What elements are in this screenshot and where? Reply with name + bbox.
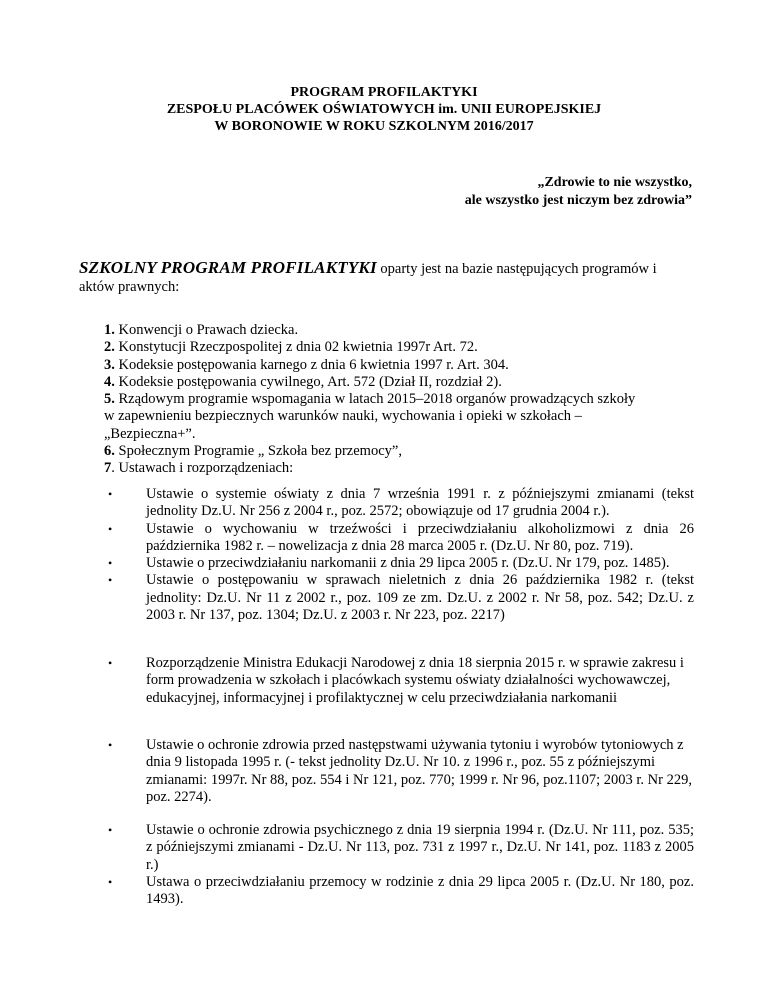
bullet-text: Ustawa o przeciwdziałaniu przemocy w rodzinie z dnia 29 lipca 2005 r. (Dz.U. Nr 180, poz. 1493). <box>146 873 694 908</box>
bullet-list <box>104 655 694 707</box>
bullet-item <box>104 655 694 707</box>
intro-text-2: aktów prawnych: <box>79 279 180 295</box>
motto-line-2: ale wszystko jest niczym bez zdrowia” <box>464 193 692 208</box>
numbered-item <box>104 374 694 391</box>
item-text: Konwencji o Prawach dziecka. <box>114 322 299 338</box>
bullet-icon: • <box>108 573 113 588</box>
item-number: 7 <box>104 460 112 477</box>
bullet-item <box>104 874 694 909</box>
bullet-text: Ustawie o ochronie zdrowia psychicznego z dnia 19 sierpnia 1994 r. (Dz.U. Nr 111, poz. 535; z późniejszymi zmianami - Dz.U. Nr 113, poz. 731 z 1997 r., Dz.U. Nr 141, poz. 1183 z 2005 r.) <box>146 822 694 873</box>
numbered-item <box>104 426 694 443</box>
item-number: 1. <box>104 322 115 338</box>
numbered-item <box>104 408 694 425</box>
item-text: „Bezpieczna+”. <box>104 425 196 442</box>
bullet-list <box>104 486 694 624</box>
bullet-text: Ustawie o ochronie zdrowia przed następstwami używania tytoniu i wyrobów tytoniowych z dnia 9 listopada 1995 r. (- tekst jednolity Dz.U. Nr 10. z 1996 r., poz. 55 z późniejszymi zmianami: 1997r. Nr 88, poz. 554 i Nr 121, poz. 770; 1999 r. Nr 96, poz.1107; 2003 r. Nr 229, poz. 2274). <box>146 737 692 805</box>
bullet-list <box>104 822 694 908</box>
bullet-text: Ustawie o systemie oświaty z dnia 7 września 1991 r. z późniejszymi zmianami (tekst jednolity Dz.U. Nr 256 z 2004 r., poz. 2572; obowiązuje od 17 grudnia 2004 r.). <box>146 486 694 520</box>
document-title-line-1: PROGRAM PROFILAKTYKI <box>290 85 478 100</box>
bullet-icon: • <box>108 823 113 837</box>
bullet-icon: • <box>108 556 113 571</box>
bullet-item <box>104 555 694 572</box>
item-number: 4. <box>104 373 115 390</box>
numbered-list <box>104 322 694 478</box>
bullet-icon: • <box>108 656 113 670</box>
item-text: Rządowym programie wspomagania w latach 2015–2018 organów prowadzących szkoły <box>114 391 636 408</box>
numbered-item <box>104 460 694 477</box>
item-number: 5. <box>104 391 115 408</box>
bullet-icon: • <box>108 874 113 889</box>
document-title-line-3: W BORONOWIE W ROKU SZKOLNYM 2016/2017 <box>214 119 534 134</box>
item-text: Konstytucji Rzeczpospolitej z dnia 02 kwietnia 1997r Art. 72. <box>114 339 478 356</box>
intro-paragraph <box>79 259 694 296</box>
item-text: w zapewnieniu bezpiecznych warunków nauki, wychowania i opieki w szkołach – <box>104 408 582 425</box>
numbered-item <box>104 443 694 460</box>
bullet-text: Ustawie o przeciwdziałaniu narkomanii z dnia 29 lipca 2005 r. (Dz.U. Nr 179, poz. 1485). <box>146 555 670 572</box>
item-text: Społecznym Programie „ Szkoła bez przemocy”, <box>114 443 402 460</box>
program-heading: SZKOLNY PROGRAM PROFILAKTYKI <box>79 258 377 277</box>
motto-line-1: „Zdrowie to nie wszystko, <box>537 175 692 190</box>
item-number: 3. <box>104 356 115 373</box>
numbered-item <box>104 322 694 339</box>
bullet-item <box>104 486 694 521</box>
item-text: . Ustawach i rozporządzeniach: <box>111 460 294 477</box>
bullet-text: Ustawie o wychowaniu w trzeźwości i przeciwdziałaniu alkoholizmowi z dnia 26 października 1982 r. – nowelizacja z dnia 28 marca 2005 r. (Dz.U. Nr 80, poz. 719). <box>146 520 694 554</box>
bullet-list <box>104 737 694 806</box>
bullet-icon: • <box>108 521 113 536</box>
item-number: 6. <box>104 443 115 460</box>
item-number: 2. <box>104 339 115 356</box>
numbered-item <box>104 357 694 374</box>
bullet-icon: • <box>108 738 113 752</box>
document-title-line-2: ZESPOŁU PLACÓWEK OŚWIATOWYCH im. UNII EUROPEJSKIEJ <box>166 102 602 117</box>
numbered-item <box>104 391 694 408</box>
intro-text-1: oparty jest na bazie następujących programów i <box>376 261 657 277</box>
item-text: Kodeksie postępowania karnego z dnia 6 kwietnia 1997 r. Art. 304. <box>114 356 509 373</box>
bullet-text: Rozporządzenie Ministra Edukacji Narodowej z dnia 18 sierpnia 2015 r. w sprawie zakresu i form prowadzenia w szkołach i placówkach systemu oświaty działalności wychowawczej, edukacyjnej, informacyjnej i profilaktycznej w celu przeciwdziałania narkomanii <box>146 655 684 706</box>
bullet-item <box>104 737 694 806</box>
numbered-item <box>104 339 694 356</box>
bullet-item <box>104 822 694 874</box>
bullet-item <box>104 572 694 624</box>
bullet-item <box>104 521 694 556</box>
bullet-icon: • <box>108 487 113 501</box>
bullet-text: Ustawie o postępowaniu w sprawach nieletnich z dnia 26 października 1982 r. (tekst jednolity: Dz.U. Nr 11 z 2002 r., poz. 109 ze zm. Dz.U. z 2002 r. Nr 58, poz. 542; Dz.U. z 2003 r. Nr 137, poz. 1304; Dz.U. z 2003 r. Nr 223, poz. 2217) <box>146 572 694 624</box>
item-text: Kodeksie postępowania cywilnego, Art. 572 (Dział II, rozdział 2). <box>114 373 502 390</box>
